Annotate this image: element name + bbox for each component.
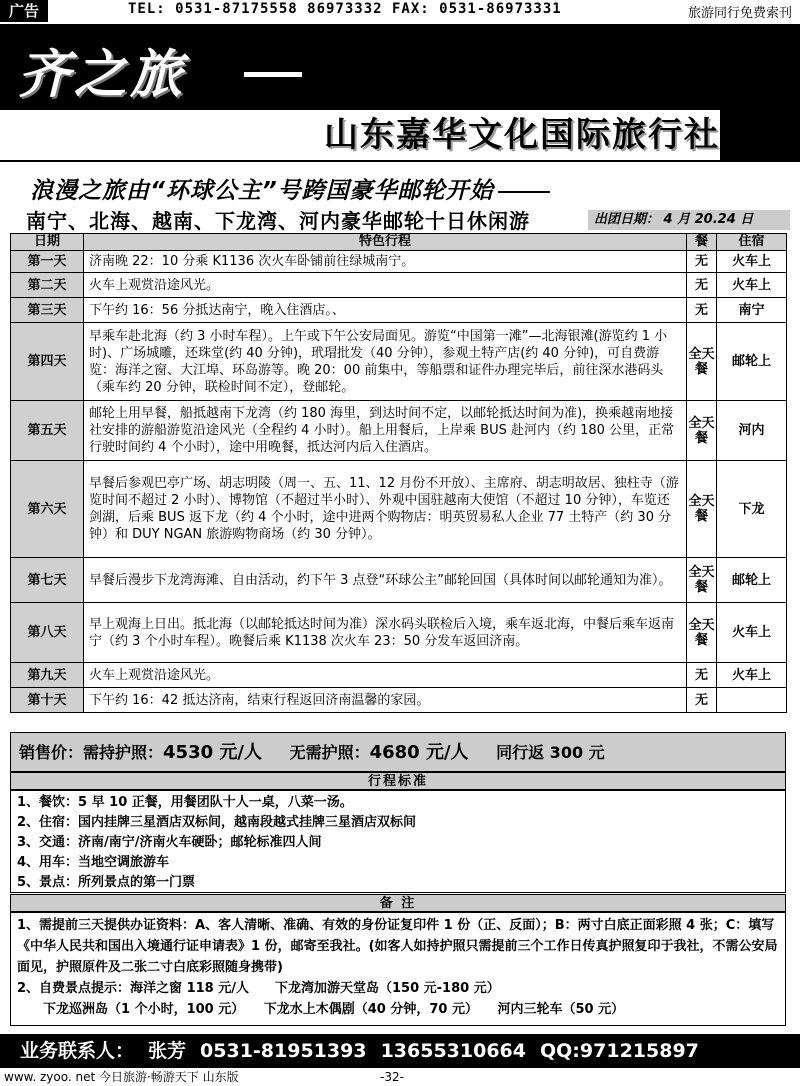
meal-cell: 无 [687, 688, 717, 713]
notes-box [10, 912, 786, 1026]
meal-cell: 无 [687, 251, 717, 273]
program-cell: 下午约 16：56 分抵达南宁，晚入住酒店。、 [84, 298, 687, 323]
contact-label: 业务联系人： [20, 1040, 135, 1062]
headline-line1 [30, 172, 550, 205]
table-row [11, 558, 787, 603]
day-cell: 第一天 [11, 251, 84, 273]
program-cell: 下午约 16：42 抵达济南，结束行程返回济南温馨的家园。 [84, 688, 687, 713]
stay-cell: 邮轮上 [717, 323, 787, 401]
program-cell: 济南晚 22：10 分乘 K1136 次火车卧铺前往绿城南宁。 [84, 251, 687, 273]
stay-cell: 下龙 [717, 461, 787, 558]
day-cell: 第五天 [11, 401, 84, 461]
brand-logo-text: 齐之旅 [18, 44, 187, 105]
tour-title: 南宁、北海、越南、下龙湾、河内豪华邮轮十日休闲游 [26, 209, 530, 233]
agent-rebate: 同行返 300 元 [496, 743, 605, 762]
list-item: 4、用车：当地空调旅游车 [17, 855, 170, 870]
table-row [11, 401, 787, 461]
itinerary-table [10, 233, 787, 713]
program-cell: 火车上观赏沿途风光。 [84, 273, 687, 298]
table-row [11, 603, 787, 663]
no-passport-label: 无需护照： [289, 743, 370, 762]
departure-date: 出团日期： 4 月 20.24 日 [588, 210, 790, 230]
list-item: 2、住宿：国内挂牌三星酒店双标间，越南段越式挂牌三星酒店双标间 [17, 815, 417, 830]
top-bar [0, 0, 800, 22]
stay-cell: 河内 [717, 401, 787, 461]
day-cell: 第二天 [11, 273, 84, 298]
list-item: 5、景点：所列景点的第一门票 [17, 875, 196, 890]
page-number: -32- [380, 1070, 404, 1084]
tel-fax-line: TEL: 0531-87175558 86973332 FAX: 0531-86973331 [128, 1, 562, 17]
meal-cell: 无 [687, 298, 717, 323]
stay-cell: 火车上 [717, 273, 787, 298]
stay-cell: 火车上 [717, 603, 787, 663]
ad-label: 广告 [0, 0, 48, 22]
day-cell: 第七天 [11, 558, 84, 603]
col-header-day: 日期 [11, 234, 84, 251]
table-row [11, 323, 787, 401]
table-row [11, 688, 787, 713]
list-item: 1、需提前三天提供办证资料：A、客人清晰、准确、有效的身份证复印件 1 份（正、反面）；B：两寸白底正面彩照 4 张；C：填写《中华人民共和国出入境通行证申请表》1 份，邮寄至我社。(如客人如持护照只需提前三个工作日传真护照复印于我社，不需公安局面见，护照原件及二张二寸白底彩照随身携带) [17, 918, 778, 975]
header-banner [0, 24, 800, 162]
stay-cell: 邮轮上 [717, 558, 787, 603]
headline-dash [498, 191, 550, 193]
meal-cell: 全天餐 [687, 323, 717, 401]
headline-text: 浪漫之旅由“环球公主”号跨国豪华邮轮开始 [30, 178, 494, 204]
meal-cell: 全天餐 [687, 603, 717, 663]
program-cell: 早乘车赴北海（约 3 小时车程）。上午或下午公安局面见。游览“中国第一滩”—北海银滩(游览约 1 小时)、广场城雕，还珠堂(约 40 分钟)，玳瑁批发（40 分钟），参观土特产店(约 40 分钟)，可自费游览：海洋之窗、大江埠、环岛游等。晚 20：00 前集中，等船票和证件办理完毕后，前往深水港码头（乘车约 20 分钟，联检时间不定），登邮轮。 [84, 323, 687, 401]
stay-cell: 南宁 [717, 298, 787, 323]
col-header-program: 特色行程 [84, 234, 687, 251]
day-cell: 第八天 [11, 603, 84, 663]
meal-cell: 全天餐 [687, 401, 717, 461]
brand-dash [244, 72, 302, 77]
day-cell: 第六天 [11, 461, 84, 558]
program-cell: 早餐后漫步下龙湾海滩、自由活动，约下午 3 点登“环球公主”邮轮回国（具体时间以邮轮通知为准）。 [84, 558, 687, 603]
stay-cell: 火车上 [717, 663, 787, 688]
list-item: 3、交通：济南/南宁/济南火车硬卧；邮轮标准四人间 [17, 835, 322, 850]
stay-cell [717, 688, 787, 713]
contact-phone: 0531-81951393 [200, 1040, 367, 1062]
no-passport-price: 4680 元/人 [369, 742, 469, 763]
tagline: 旅游同行免费索刊 [687, 6, 792, 21]
company-name: 山东嘉华文化国际旅行社 [0, 110, 720, 160]
meal-cell: 全天餐 [687, 558, 717, 603]
day-cell: 第九天 [11, 663, 84, 688]
price-bar [10, 732, 786, 772]
notes-list [11, 913, 785, 1022]
with-passport-label: 需持护照： [83, 743, 164, 762]
table-row [11, 273, 787, 298]
stay-cell: 火车上 [717, 251, 787, 273]
program-cell: 邮轮上用早餐，船抵越南下龙湾（约 180 海里，到达时间不定，以邮轮抵达时间为准)，换乘越南地接社安排的游船游览沿途风光（全程约 4 小时）。船上用餐后，上岸乘 BUS 赴河内（约 180 公里，正常行驶时间约 4 个小时），途中用晚餐，抵达河内后入住酒店。 [84, 401, 687, 461]
list-item: 1、餐饮：5 早 10 正餐，用餐团队十人一桌，八菜一汤。 [17, 795, 353, 810]
program-cell: 火车上观赏沿途风光。 [84, 663, 687, 688]
price-label: 销售价： [19, 743, 84, 762]
footer-site: www. zyoo. net 今日旅游·畅游天下 山东版 [4, 1070, 239, 1084]
meal-cell: 无 [687, 663, 717, 688]
list-item: 2、自费景点提示：海洋之窗 118 元/人 下龙湾加游天堂岛（150 元-180 元） [17, 981, 500, 996]
itinerary-header-row [11, 234, 787, 251]
contact-mobile: 13655310664 [380, 1040, 526, 1062]
day-cell: 第十天 [11, 688, 84, 713]
standards-list [11, 791, 785, 895]
list-item: 下龙巡洲岛（1 个小时，100 元） 下龙水上木偶剧（40 分钟，70 元） 河内三轮车（50 元） [43, 1002, 625, 1017]
standards-box [10, 790, 786, 893]
with-passport-price: 4530 元/人 [163, 742, 262, 763]
contact-name: 张芳 [148, 1040, 187, 1062]
page-footer [0, 1068, 800, 1086]
day-cell: 第四天 [11, 323, 84, 401]
meal-cell: 全天餐 [687, 461, 717, 558]
table-row [11, 663, 787, 688]
meal-cell: 无 [687, 273, 717, 298]
program-cell: 早餐后参观巴亭广场、胡志明陵（周一、五、11、12 月份不开放）、主席府、胡志明故居、独柱寺（游览时间不超过 2 小时）、博物馆（不超过半小时）、外观中国驻越南大使馆（不超过 10 分钟），车览还剑湖，后乘 BUS 返下龙（约 4 个小时，途中进两个购物店：明英贸易私人企业 77 土特产（约 30 分钟）和 DUY NGAN 旅游购物商场（约 30 分钟）。 [84, 461, 687, 558]
table-row [11, 298, 787, 323]
day-cell: 第三天 [11, 298, 84, 323]
col-header-meal: 餐 [687, 234, 717, 251]
col-header-stay: 住宿 [717, 234, 787, 251]
contact-qq: QQ:971215897 [540, 1040, 699, 1062]
table-row [11, 251, 787, 273]
table-row [11, 461, 787, 558]
standards-header: 行程标准 [10, 772, 786, 790]
contact-bar [0, 1034, 800, 1068]
notes-header: 备 注 [10, 894, 786, 912]
program-cell: 早上观海上日出。抵北海（以邮轮抵达时间为准）深水码头联检后入境，乘车返北海，中餐后乘车返南宁（约 3 个小时车程）。晚餐后乘 K1138 次火车 23：50 分发车返回济南。 [84, 603, 687, 663]
